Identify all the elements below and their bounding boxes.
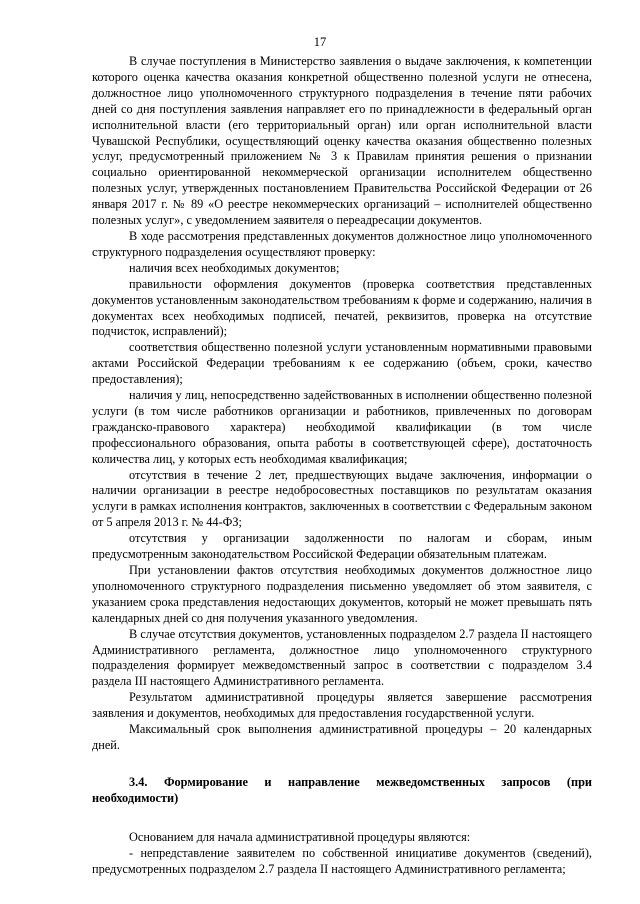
paragraph-procedure-basis: Основанием для начала административной процедуры являются:: [129, 829, 471, 844]
paragraph-check-documents-format: правильности оформления документов (проверка соответствия представленных документов установленным законодательством требованиям к форме и содержанию, наличия в документах всех необходимых подписей, печатей, реквизитов, проверка на отсутствие подчисток, исправлений);: [92, 276, 592, 339]
paragraph-procedure-deadline: Максимальный срок выполнения административной процедуры – 20 календарных дней.: [92, 722, 592, 752]
paragraph-review-intro: В ходе рассмотрения представленных документов должностное лицо уполномоченного структурного подразделения осуществляют проверку:: [92, 228, 592, 259]
paragraph-check-qualification: наличия у лиц, непосредственно задействованных в исполнении общественно полезной услуги (в том числе работников организации и работников, привлеченных по договорам гражданско-правового характера) необходимой квалификации (в том числе профессионального образования, опыта работы в соответствующей сфере), достаточность количества лиц, у которых есть необходимая квалификация;: [92, 388, 592, 466]
paragraph-check-documents-present: наличия всех необходимых документов;: [129, 260, 340, 275]
page-number: 17: [313, 35, 327, 49]
paragraph-interagency-request: В случае отсутствия документов, установленных подразделом 2.7 раздела II настоящего Административного регламента, должностное лицо уполномоченного структурного подразделения формирует межведомственный запрос в соответствии с подразделом 3.4 раздела III настоящего Административного регламента.: [92, 626, 592, 689]
paragraph-basis-item: - непредставление заявителем по собственной инициативе документов (сведений), предусмотренных подразделом 2.7 раздела II настоящего Административного регламента;: [92, 845, 592, 876]
paragraph-procedure-result: Результатом административной процедуры является завершение рассмотрения заявления и документов, необходимых для предоставления государственной услуги.: [92, 690, 592, 721]
section-heading: 3.4. Формирование и направление межведомственных запросов (при необходимости): [92, 774, 592, 805]
paragraph-check-debts: отсутствия у организации задолженности по налогам и сборам, иным предусмотренным законодательством Российской Федерации обязательным платежам.: [92, 531, 592, 562]
paragraph-check-registry: отсутствия в течение 2 лет, предшествующих выдаче заключения, информации о наличии организации в реестре недобросовестных поставщиков по результатам оказания услуги в рамках исполнения контрактов, заключенных в соответствии с Федеральным законом от 5 апреля 2013 г. № 44-ФЗ;: [92, 467, 592, 530]
document-body: [92, 54, 592, 877]
paragraph-check-service-compliance: соответствия общественно полезной услуги установленным нормативными правовыми актами Российской Федерации требованиям к ее содержанию (объем, сроки, качество предоставления);: [92, 340, 592, 387]
paragraph-missing-documents-notice: При установлении фактов отсутствия необходимых документов должностное лицо уполномоченного структурного подразделения письменно уведомляет об этом заявителя, с указанием срока представления недостающих документов, который не может превышать пять календарных дней со дня получения указанного уведомления.: [92, 563, 592, 625]
paragraph-redirect-application: В случае поступления в Министерство заявления о выдаче заключения, к компетенции которого оценка качества оказания конкретной общественно полезной услуги не отнесена, должностное лицо уполномоченного структурного подразделения в течение пяти рабочих дней со дня поступления заявления направляет его по принадлежности в федеральный орган исполнительной власти (его территориальный орган) или орган исполнительной власти Чувашской Республики, осуществляющий оценку качества оказания общественно полезных услуг, предусмотренный приложением № 3 к Правилам принятия решения о признании социально ориентированной некоммерческой организации исполнителем общественно полезных услуг, утвержденных постановлением Правительства Российской Федерации от 26 января 2017 г. № 89 «О реестре некоммерческих организаций – исполнителей общественно полезных услуг», с уведомлением заявителя о переадресации документов.: [92, 54, 592, 228]
